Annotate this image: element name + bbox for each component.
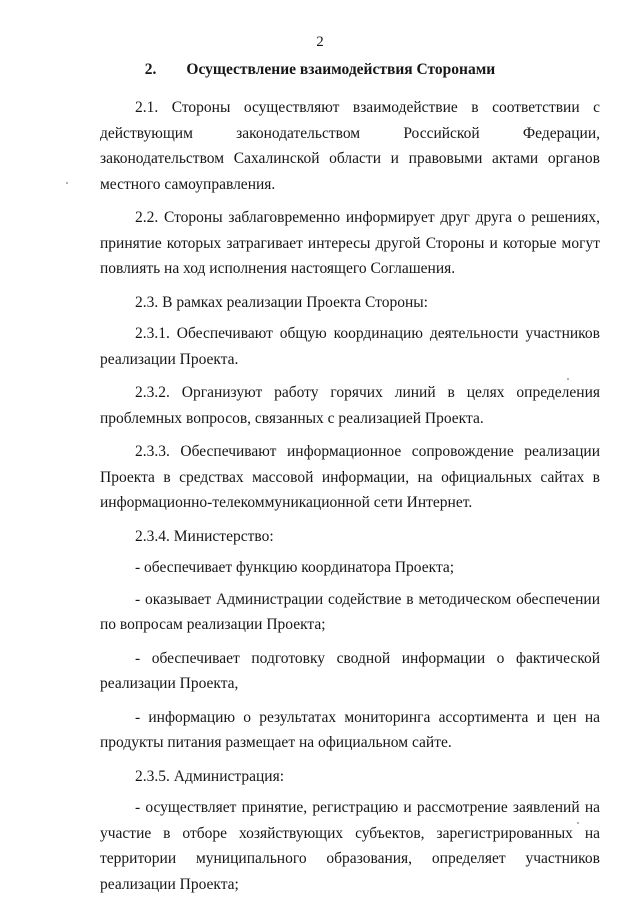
scan-speck bbox=[577, 822, 579, 824]
paragraph-2-3-2: 2.3.2. Организуют работу горячих линий в целях определения проблемных вопросов, связанных с реализацией Проекта. bbox=[100, 384, 600, 427]
page-number: 2 bbox=[316, 34, 324, 50]
section-number: 2. bbox=[144, 61, 157, 78]
list-item-coordinator: - обеспечивает функцию координатора Проекта; bbox=[135, 559, 455, 576]
scan-speck bbox=[567, 378, 569, 380]
paragraph-2-3-3: 2.3.3. Обеспечивают информационное сопровождение реализации Проекта в средствах массовой информации, на официальных сайтах в информационно-телекоммуникационной сети Интернет. bbox=[100, 443, 600, 511]
section-title: Осуществление взаимодействия Сторонами bbox=[186, 61, 496, 78]
list-item-methodical-support: - оказывает Администрации содействие в методическом обеспечении по вопросам реализации Проекта; bbox=[100, 590, 600, 633]
list-item-monitoring-info: - информацию о результатах мониторинга ассортимента и цен на продукты питания размещает на официальном сайте. bbox=[100, 708, 600, 751]
paragraph-2-3-5: 2.3.5. Администрация: bbox=[135, 767, 285, 785]
paragraph-2-3-4: 2.3.4. Министерство: bbox=[135, 527, 274, 545]
paragraph-2-2: 2.2. Стороны заблаговременно информирует друг друга о решениях, принятие которых затрагивает интересы другой Стороны и которые могут повлиять на ход исполнения настоящего Соглашения. bbox=[100, 209, 600, 277]
list-item-summary-info: - обеспечивает подготовку сводной информации о фактической реализации Проекта, bbox=[100, 649, 600, 692]
paragraph-2-3: 2.3. В рамках реализации Проекта Стороны: bbox=[135, 293, 428, 311]
document-body bbox=[100, 95, 600, 905]
scan-speck bbox=[66, 182, 68, 184]
paragraph-2-3-1: 2.3.1. Обеспечивают общую координацию деятельности участников реализации Проекта. bbox=[100, 325, 600, 368]
list-item-applications: - осуществляет принятие, регистрацию и рассмотрение заявлений на участие в отборе хозяйствующих субъектов, зарегистрированных на территории муниципального образования, определяет участников реализации Проекта; bbox=[100, 799, 600, 893]
paragraph-2-1: 2.1. Стороны осуществляют взаимодействие в соответствии с действующим законодательством Российской Федерации, законодательством Сахалинской области и правовыми актами органов местного самоуправления. bbox=[100, 99, 600, 193]
section-heading bbox=[0, 61, 640, 79]
